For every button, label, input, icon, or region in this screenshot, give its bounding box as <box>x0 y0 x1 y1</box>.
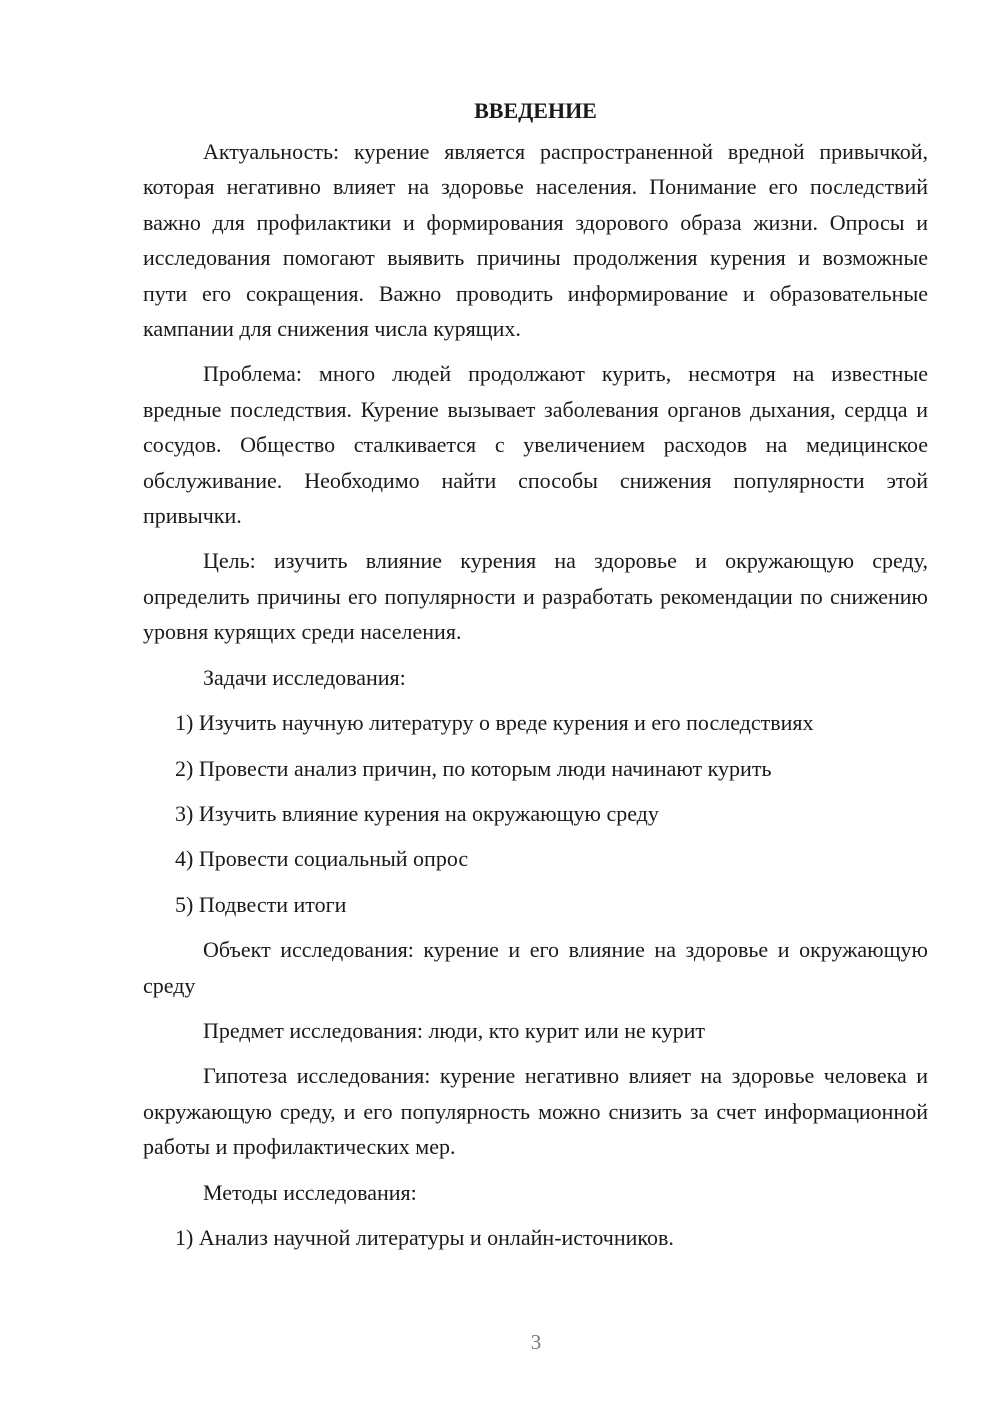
methods-title: Методы исследования: <box>203 1179 417 1205</box>
task-item: 2) Провести анализ причин, по которым люди начинают курить <box>175 755 772 781</box>
task-item: 3) Изучить влияние курения на окружающую среду <box>175 800 659 826</box>
methods-list <box>143 1220 928 1255</box>
subject-paragraph: Предмет исследования: люди, кто курит или не курит <box>203 1017 706 1043</box>
problem-paragraph: Проблема: много людей продолжают курить, несмотря на известные вредные последствия. Курение вызывает заболевания органов дыхания, сердца и сосудов. Общество сталкивается с увеличением расходов на медицинское обслуживание. Необходимо найти способы снижения популярности этой привычки. <box>143 361 928 529</box>
hypothesis-paragraph: Гипотеза исследования: курение негативно влияет на здоровье человека и окружающую среду, и его популярность можно снизить за счет информационной работы и профилактических мер. <box>143 1063 928 1160</box>
task-item: 4) Провести социальный опрос <box>175 846 469 872</box>
page-content <box>143 93 928 1265</box>
method-item: 1) Анализ научной литературы и онлайн-источников. <box>175 1224 674 1250</box>
section-heading: ВВЕДЕНИЕ <box>474 98 597 123</box>
tasks-title: Задачи исследования: <box>203 664 406 690</box>
object-paragraph: Объект исследования: курение и его влияние на здоровье и окружающую среду <box>143 937 928 998</box>
tasks-list <box>143 705 928 922</box>
goal-paragraph: Цель: изучить влияние курения на здоровье и окружающую среду, определить причины его популярности и разработать рекомендации по снижению уровня курящих среди населения. <box>143 548 928 645</box>
task-item: 5) Подвести итоги <box>175 891 347 917</box>
task-item: 1) Изучить научную литературу о вреде курения и его последствиях <box>175 710 814 736</box>
page-number: 3 <box>530 1330 542 1354</box>
relevance-paragraph: Актуальность: курение является распространенной вредной привычкой, которая негативно влияет на здоровье населения. Понимание его последствий важно для профилактики и формирования здорового образа жизни. Опросы и исследования помогают выявить причины продолжения курения и возможные пути его сокращения. Важно проводить информирование и образовательные кампании для снижения числа курящих. <box>143 139 928 342</box>
